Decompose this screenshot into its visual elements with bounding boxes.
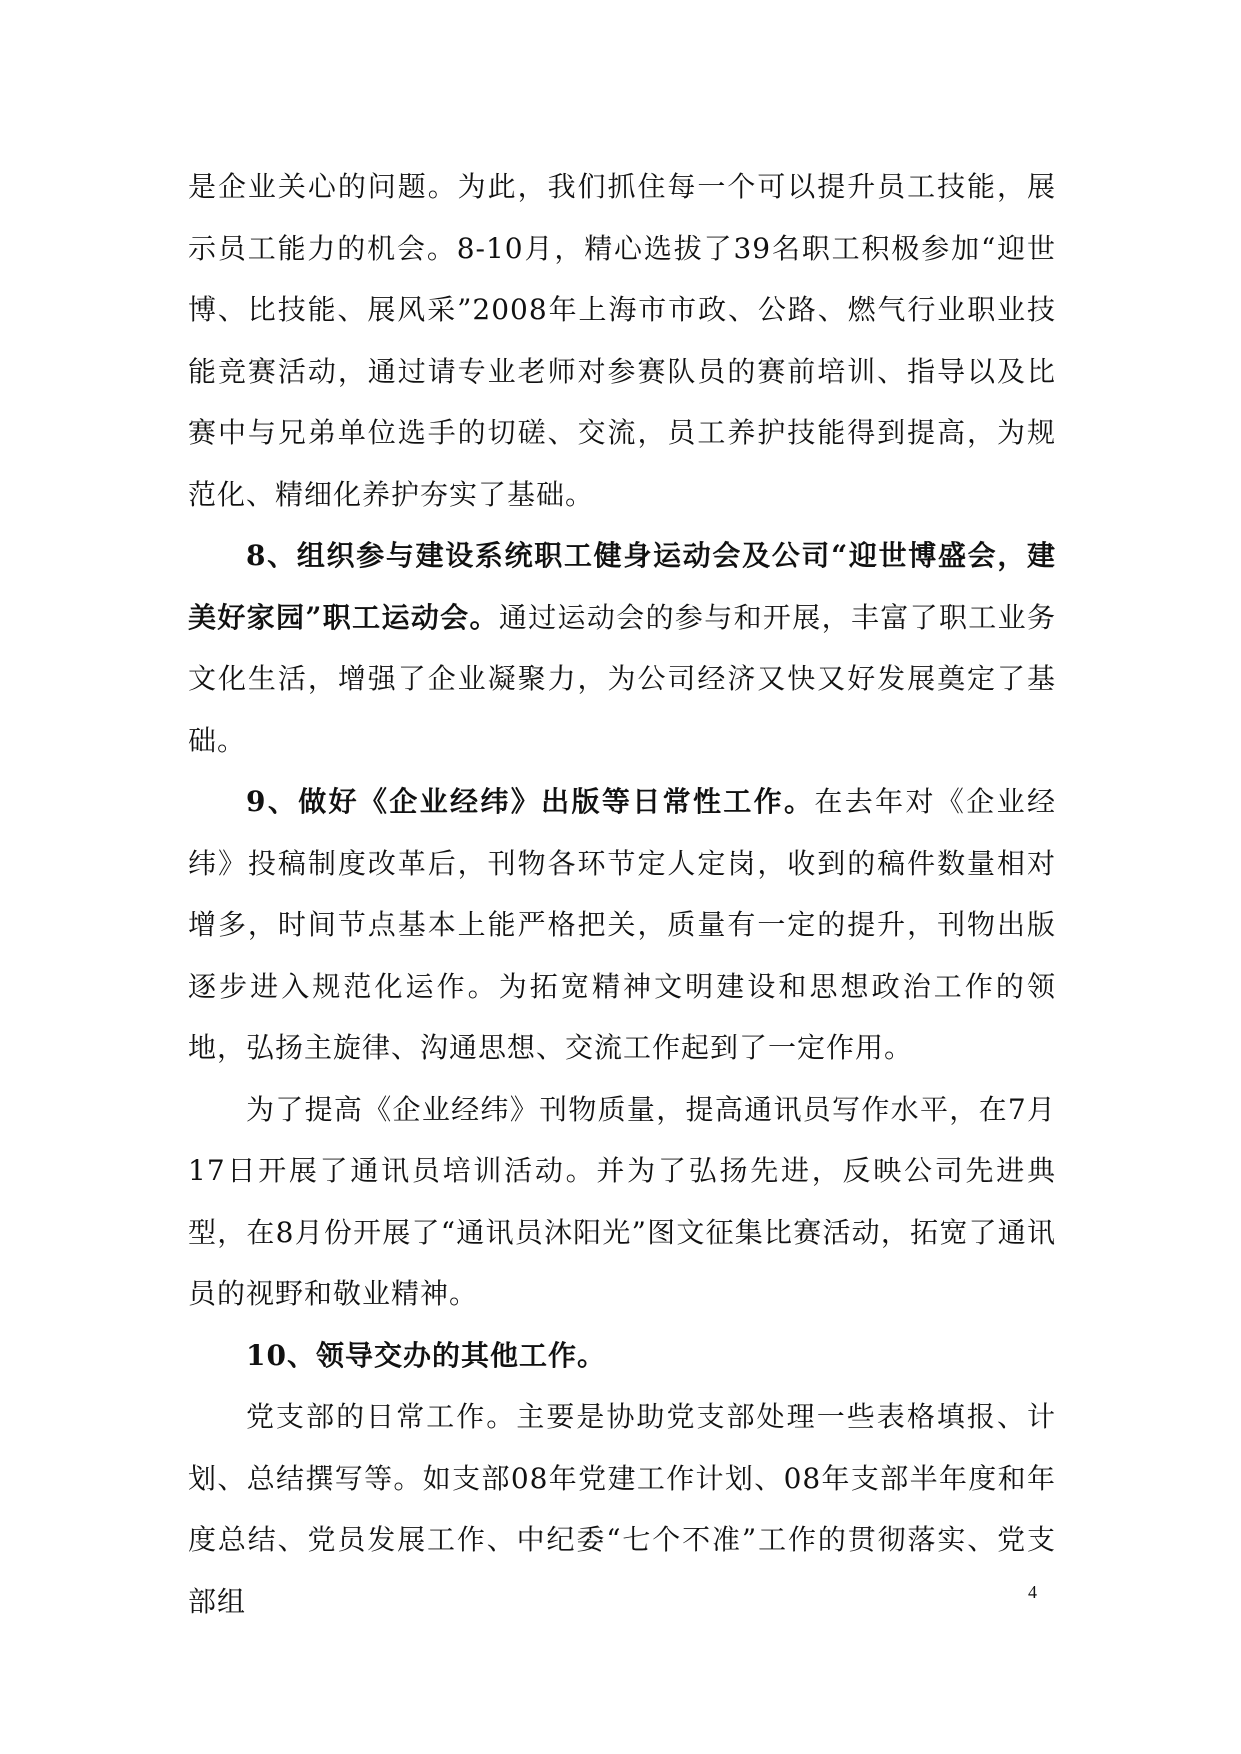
paragraph-party-branch: [188, 1386, 1056, 1632]
section-heading-8: 8、组织参与建设系统职工健身运动会及公司“迎世博盛会，建美好家园”职工运动会。: [188, 539, 1056, 634]
paragraph-publication: [188, 771, 1056, 1079]
section-heading-10: 10、领导交办的其他工作。: [246, 1338, 606, 1372]
section-heading-9: 9、做好《企业经纬》出版等日常性工作。: [246, 785, 815, 818]
document-body: [188, 156, 1056, 1632]
paragraph-correspondent-training: [188, 1079, 1056, 1325]
paragraph-text: 通过运动会的参与和开展，丰富了职工业务文化生活，增强了企业凝聚力，为公司经济又快又好发展奠定了基础。: [188, 600, 1056, 757]
paragraph-text: 为了提高《企业经纬》刊物质量，提高通讯员写作水平，在7月17日开展了通讯员培训活动。并为了弘扬先进，反映公司先进典型，在8月份开展了“通讯员沐阳光”图文征集比赛活动，拓宽了通讯员的视野和敬业精神。: [188, 1092, 1056, 1310]
paragraph-text: 在去年对《企业经纬》投稿制度改革后，刊物各环节定人定岗，收到的稿件数量相对增多，时间节点基本上能严格把关，质量有一定的提升，刊物出版逐步进入规范化运作。为拓宽精神文明建设和思想政治工作的领地，弘扬主旋律、沟通思想、交流工作起到了一定作用。: [188, 785, 1056, 1064]
paragraph-sports-meeting: [188, 525, 1056, 771]
paragraph-other-work: [188, 1325, 1056, 1387]
paragraph-text: 党支部的日常工作。主要是协助党支部处理一些表格填报、计划、总结撰写等。如支部08年党建工作计划、08年支部半年度和年度总结、党员发展工作、中纪委“七个不准”工作的贯彻落实、党支部组: [188, 1400, 1056, 1618]
paragraph-text: 是企业关心的问题。为此，我们抓住每一个可以提升员工技能，展示员工能力的机会。8-10月，精心选拔了39名职工积极参加“迎世博、比技能、展风采”2008年上海市市政、公路、燃气行业职业技能竞赛活动，通过请专业老师对参赛队员的赛前培训、指导以及比赛中与兄弟单位选手的切磋、交流，员工养护技能得到提高，为规范化、精细化养护夯实了基础。: [188, 170, 1056, 511]
page-number: 4: [1028, 1582, 1037, 1602]
paragraph-skills-competition: [188, 156, 1056, 525]
